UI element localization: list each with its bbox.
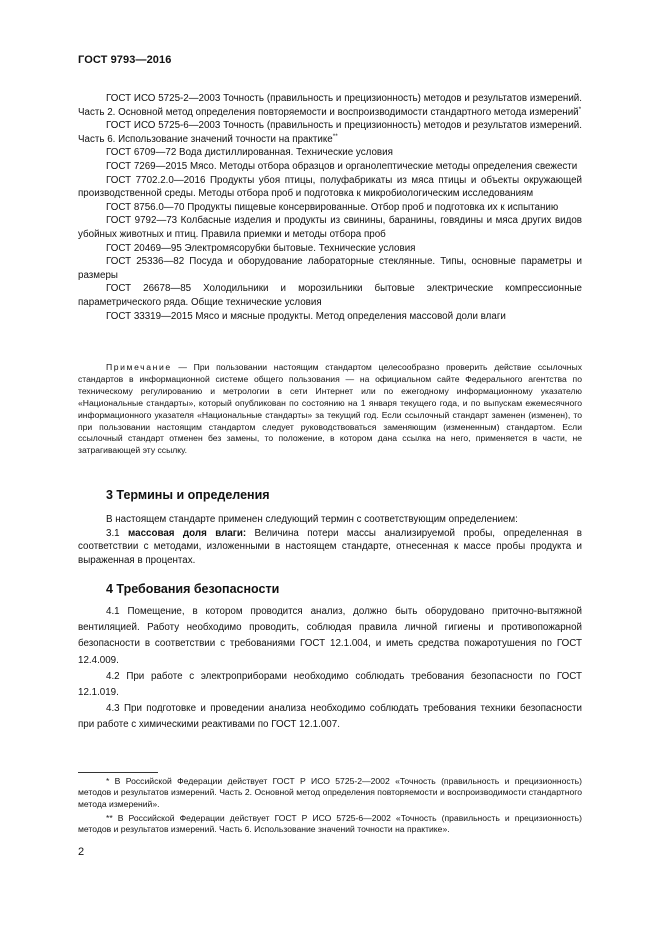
safety-paragraph: 4.2 При работе с электроприборами необходимо соблюдать требования безопасности по ГОСТ 12.1.019. <box>78 670 582 699</box>
section-3-heading: 3 Термины и определения <box>106 488 270 502</box>
term-text: Величина потери массы анализируемой пробы, определенная в соответствии с методами, изложенными в настоящем стандарте, отнесенная к массе пробы продукта и выраженная в процентах. <box>78 527 583 566</box>
footnote: ** В Российской Федерации действует ГОСТ Р ИСО 5725-6—2002 «Точность (правильность и прецизионность) методов и результатов измерений. Часть 6. Использование значений точности на практике». <box>78 812 582 835</box>
section-3-intro: В настоящем стандарте применен следующий термин с соответствующим определением: <box>106 514 518 525</box>
note-text: — При пользовании настоящим стандартом целесообразно проверить действие ссылочных стандартов в информационной системе общего пользования — на официальном сайте Федерального агентства по техническому регулированию и метрологии в сети Интернет или по ежегодному информационному указателю «Национальные стандарты», который опубликован по состоянию на 1 января текущего года, и по выпускам ежемесячного информационного указателя «Национальные стандарты» за текущий год. Если ссылочный стандарт заменен (изменен), то при пользовании настоящим стандартом следует руководствоваться заменяющим (измененным) стандартом. Если ссылочный стандарт отменен без замены, то положение, в котором дана ссылка на него, применяется в части, не затрагивающей эту ссылку. <box>78 362 582 456</box>
footnote-separator <box>78 772 158 773</box>
note-block <box>78 362 582 457</box>
reference-item: ГОСТ 7702.2.0—2016 Продукты убоя птицы, полуфабрикаты из мяса птицы и объекты окружающей производственной среды. Методы отбора проб и подготовка к микробиологическим исследованиям <box>78 174 582 200</box>
footnotes <box>78 776 582 838</box>
reference-item: ГОСТ ИСО 5725-6—2003 Точность (правильность и прецизионность) методов и результатов измерений. Часть 6. Использование значений точности на практике** <box>78 120 582 145</box>
document-code-header: ГОСТ 9793—2016 <box>78 54 172 66</box>
reference-item: ГОСТ 20469—95 Электромясорубки бытовые. Технические условия <box>106 242 416 254</box>
footnote-mark: * <box>578 105 582 113</box>
normative-references-list <box>78 92 582 323</box>
section-4-heading: 4 Требования безопасности <box>106 582 280 596</box>
reference-item: ГОСТ 25336—82 Посуда и оборудование лабораторные стеклянные. Типы, основные параметры и размеры <box>78 256 582 281</box>
footnote-mark: ** <box>332 132 338 140</box>
reference-item: ГОСТ ИСО 5725-2—2003 Точность (правильность и прецизионность) методов и результатов измерений. Часть 2. Основной метод определения повторяемости и воспроизводимости стандартного метода измерений* <box>78 93 582 118</box>
reference-item: ГОСТ 6709—72 Вода дистиллированная. Технические условия <box>106 147 393 159</box>
note-label: Примечание <box>106 362 172 372</box>
safety-paragraph: 4.3 При подготовке и проведении анализа необходимо соблюдать требования техники безопасности при работе с химическими реактивами по ГОСТ 12.1.007. <box>78 703 582 731</box>
footnote: * В Российской Федерации действует ГОСТ Р ИСО 5725-2—2002 «Точность (правильность и прецизионность) методов и результатов измерений. Часть 2. Основной метод определения повторяемости и воспроизводимости стандартного метода измерений». <box>78 776 582 809</box>
reference-item: ГОСТ 8756.0—70 Продукты пищевые консервированные. Отбор проб и подготовка их к испытанию <box>106 201 559 213</box>
reference-item: ГОСТ 7269—2015 Мясо. Методы отбора образцов и органолептические методы определения свежести <box>106 160 578 172</box>
section-4-body <box>78 604 582 734</box>
safety-paragraph: 4.1 Помещение, в котором проводится анализ, должно быть оборудовано приточно-вытяжной вентиляцией. Работу необходимо проводить, соблюдая правила личной гигиены и противопожарной безопасности в соответствии с требованиями ГОСТ 12.1.004, и иметь средства пожаротушения по ГОСТ 12.4.009. <box>78 606 582 666</box>
reference-item: ГОСТ 26678—85 Холодильники и морозильники бытовые электрические компрессионные параметрического ряда. Общие технические условия <box>78 283 582 308</box>
term-definition: 3.1 массовая доля влаги: Величина потери массы анализируемой пробы, определенная в соответствии с методами, изложенными в настоящем стандарте, отнесенная к массе пробы продукта и выраженная в процентах. <box>78 527 583 566</box>
term-name: массовая доля влаги: <box>128 527 247 539</box>
reference-item: ГОСТ 33319—2015 Мясо и мясные продукты. Метод определения массовой доли влаги <box>106 310 506 322</box>
reference-item: ГОСТ 9792—73 Колбасные изделия и продукты из свинины, баранины, говядины и мяса других видов убойных животных и птиц. Правила приемки и методы отбора проб <box>78 215 582 240</box>
section-3-body <box>78 513 582 567</box>
page-number: 2 <box>78 846 85 858</box>
